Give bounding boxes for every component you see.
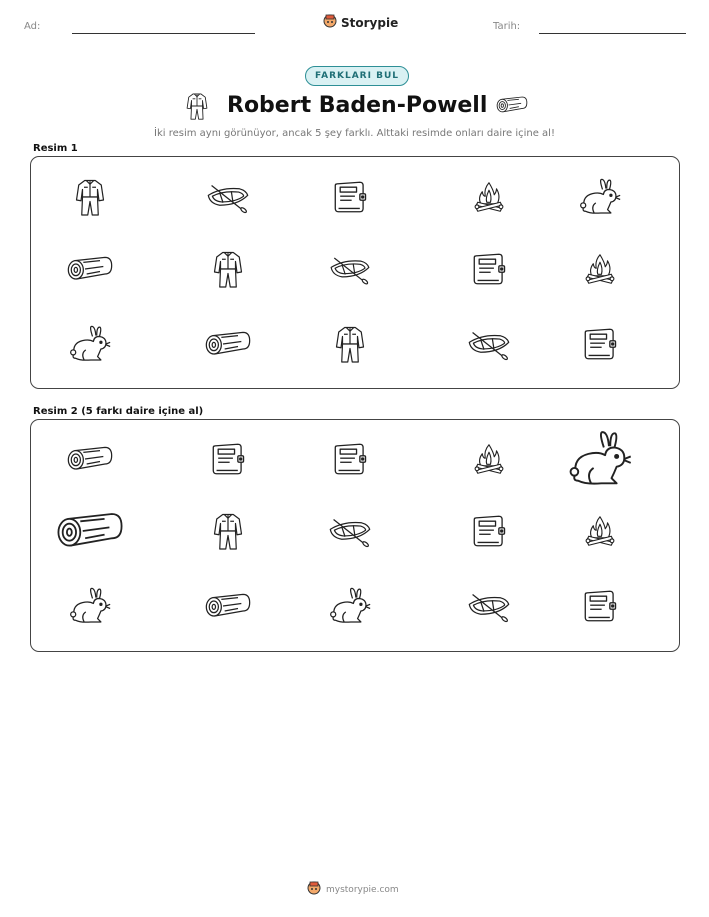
instructions: İki resim aynı görünüyor, ancak 5 şey farklı. Alttaki resimde onları daire içine al! [154,128,555,139]
brand-name: Storypie [341,15,399,30]
book-icon[interactable] [582,588,618,624]
campfire-icon[interactable] [585,513,615,549]
rabbit-icon[interactable] [329,586,371,626]
boat-icon [328,252,372,286]
footer-url[interactable]: mystorypie.com [326,884,399,895]
footer [307,880,399,899]
rabbit-icon [579,177,621,217]
campfire-icon[interactable] [474,441,504,477]
storypie-mascot-icon [307,880,321,899]
boat-icon[interactable] [327,514,373,548]
campfire-icon [474,179,504,215]
name-line[interactable] [72,33,255,34]
log-icon[interactable] [56,509,124,553]
storypie-mascot-icon [323,13,337,32]
book-icon [332,179,368,215]
rabbit-icon[interactable] [69,586,111,626]
rabbit-icon[interactable] [568,427,632,491]
date-line[interactable] [539,33,686,34]
date-label: Tarih: [493,21,521,32]
uniform-icon [186,91,208,125]
name-label: Ad: [24,21,41,32]
uniform-icon [213,249,243,289]
boat-icon[interactable] [466,589,512,623]
uniform-icon[interactable] [213,511,243,551]
log-icon[interactable] [204,591,252,621]
rabbit-icon [69,324,111,364]
picture2-label: Resim 2 (5 farkı daire içine al) [33,406,204,417]
uniform-icon [335,324,365,364]
campfire-icon [585,251,615,287]
book-icon[interactable] [332,441,368,477]
log-icon [496,94,528,120]
boat-icon [466,327,512,361]
worksheet-badge: FARKLARI BUL [305,66,409,86]
uniform-icon [75,177,105,217]
book-icon [582,326,618,362]
book-icon[interactable] [471,513,507,549]
page-title: Robert Baden-Powell [227,93,488,118]
boat-icon [205,180,251,214]
log-icon [66,254,114,284]
log-icon [204,329,252,359]
brand-logo [323,13,398,32]
book-icon[interactable] [210,441,246,477]
picture1-label: Resim 1 [33,143,78,154]
log-icon[interactable] [66,444,114,474]
book-icon [471,251,507,287]
